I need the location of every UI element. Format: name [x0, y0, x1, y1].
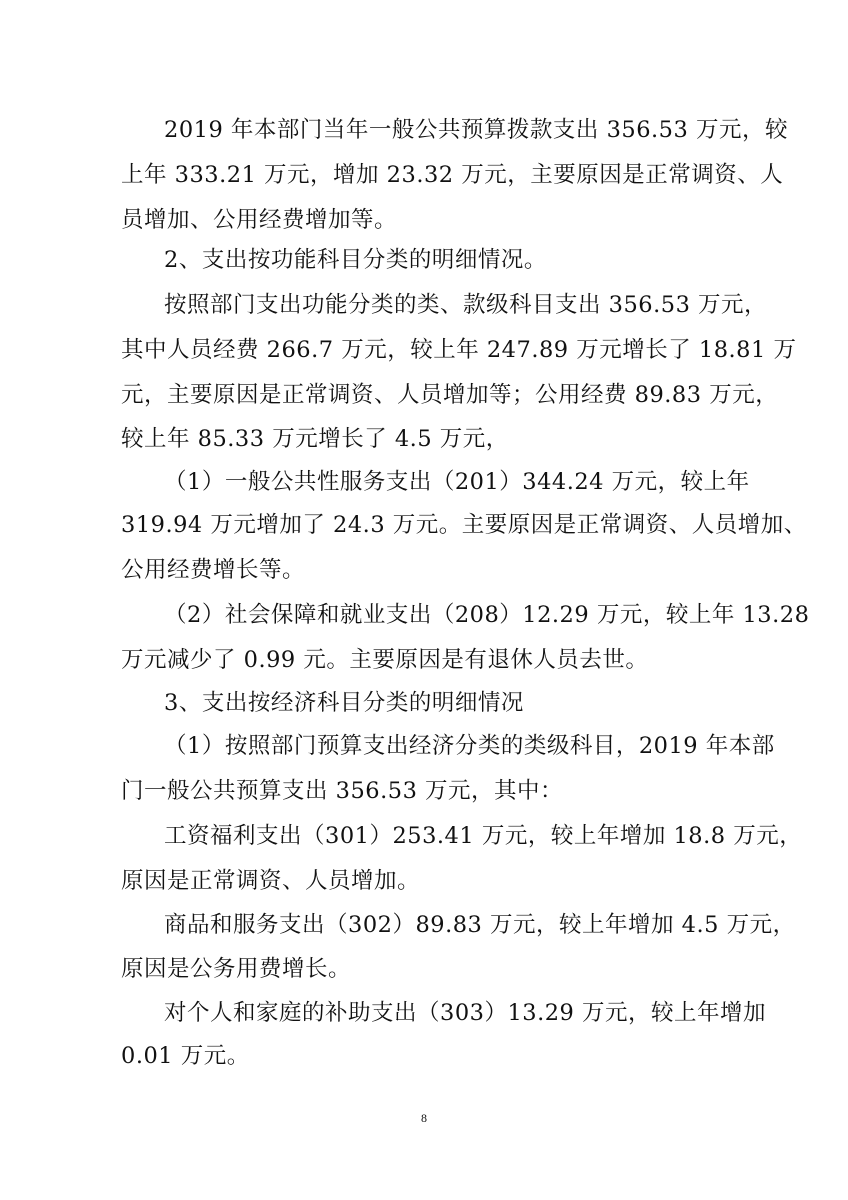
- text-line: （1）一般公共性服务支出（201）344.24 万元，较上年: [164, 469, 750, 495]
- text-line: （1）按照部门预算支出经济分类的类级科目，2019 年本部: [164, 733, 775, 759]
- text-line: 工资福利支出（301）253.41 万元，较上年增加 18.8 万元，: [164, 823, 803, 849]
- text-line: 原因是公务用费增长。: [121, 956, 352, 982]
- section-heading: 2、支出按功能科目分类的明细情况。: [164, 247, 547, 273]
- text-line: 原因是正常调资、人员增加。: [121, 868, 421, 894]
- text-line: 其中人员经费 266.7 万元，较上年 247.89 万元增长了 18.81 万: [121, 337, 797, 363]
- text-line: 较上年 85.33 万元增长了 4.5 万元，: [121, 426, 509, 452]
- text-line: 319.94 万元增加了 24.3 万元。主要原因是正常调资、人员增加、: [121, 512, 807, 538]
- text-line: 0.01 万元。: [121, 1043, 250, 1069]
- text-line: 商品和服务支出（302）89.83 万元，较上年增加 4.5 万元，: [164, 912, 796, 938]
- text-line: 员增加、公用经费增加等。: [121, 207, 398, 233]
- text-line: 万元减少了 0.99 元。主要原因是有退休人员去世。: [121, 647, 649, 673]
- text-line: 公用经费增长等。: [121, 557, 306, 583]
- text-line: 按照部门支出功能分类的类、款级科目支出 356.53 万元，: [164, 292, 768, 318]
- text-line: 上年 333.21 万元，增加 23.32 万元，主要原因是正常调资、人: [121, 162, 784, 188]
- section-heading: 3、支出按经济科目分类的明细情况: [164, 690, 524, 716]
- text-line: 对个人和家庭的补助支出（303）13.29 万元，较上年增加: [164, 1000, 767, 1026]
- text-line: （2）社会保障和就业支出（208）12.29 万元，较上年 13.28: [164, 602, 810, 628]
- text-line: 元，主要原因是正常调资、人员增加等；公用经费 89.83 万元，: [121, 382, 779, 408]
- page-number: 8: [421, 1111, 427, 1125]
- text-line: 门一般公共预算支出 356.53 万元，其中：: [121, 778, 564, 804]
- text-line: 2019 年本部门当年一般公共预算拨款支出 356.53 万元，较: [164, 117, 788, 143]
